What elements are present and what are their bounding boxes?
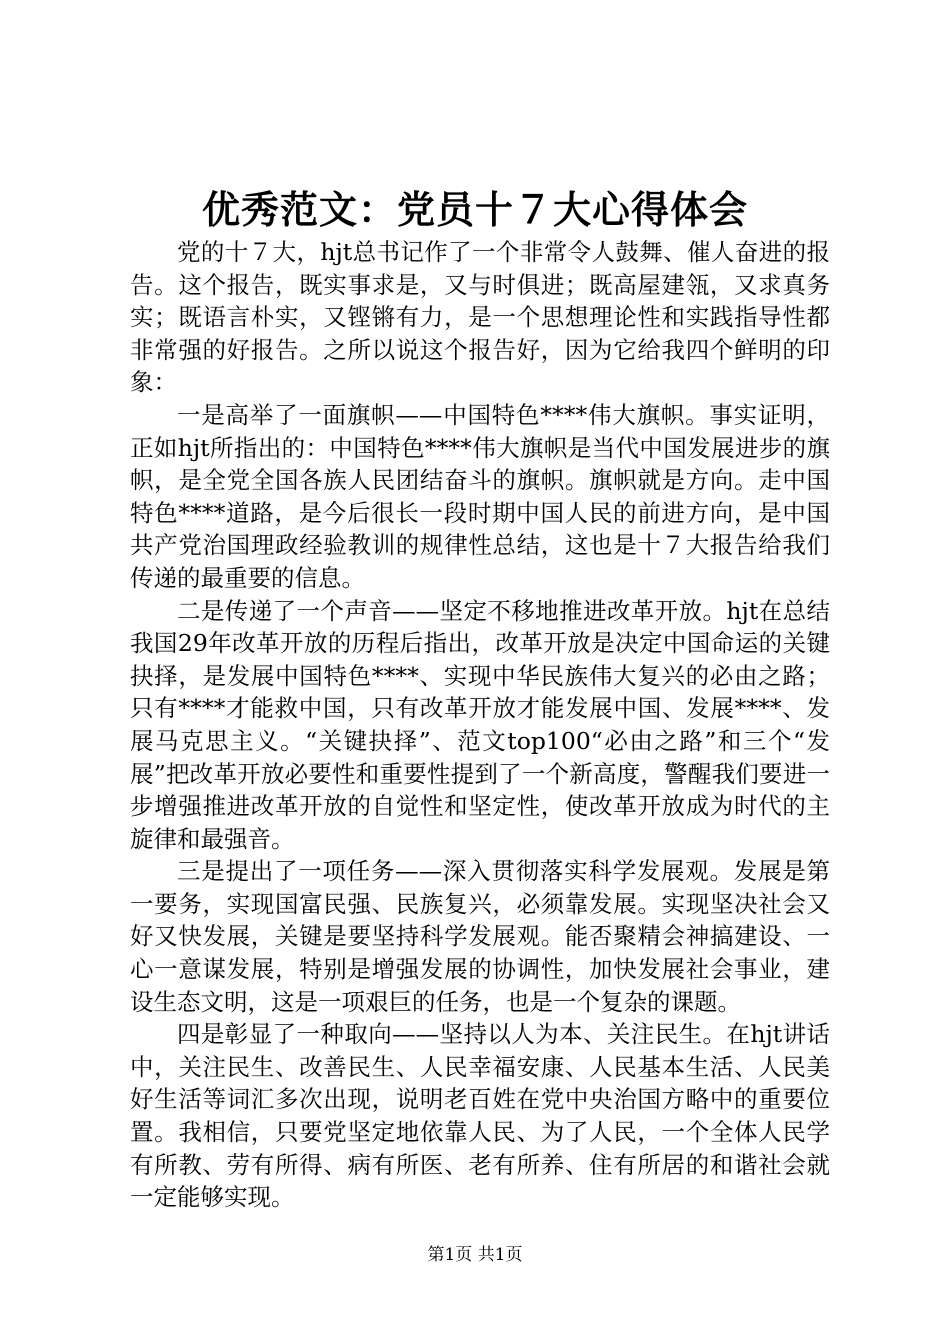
paragraph-point-two: 二是传递了一个声音——坚定不移地推进改革开放。hjt在总结我国29年改革开放的历程后指出，改革开放是决定中国命运的关键抉择，是发展中国特色****、实现中华民族伟大复兴的必由之路；只有****才能救中国，只有改革开放才能发展中国、发展****、发展马克思主义。“关键抉择”、范文top100“必由之路”和三个“发展”把改革开放必要性和重要性提到了一个新高度，警醒我们要进一步增强推进改革开放的自觉性和坚定性，使改革开放成为时代的主旋律和最强音。 bbox=[130, 596, 830, 853]
paragraph-intro: 党的十７大，hjt总书记作了一个非常令人鼓舞、催人奋进的报告。这个报告，既实事求是，又与时俱进；既高屋建瓴，又求真务实；既语言朴实，又铿锵有力，是一个思想理论性和实践指导性都非常强的好报告。之所以说这个报告好，因为它给我四个鲜明的印象： bbox=[130, 238, 830, 397]
document-title: 优秀范文：党员十７大心得体会 bbox=[201, 187, 748, 232]
paragraph-point-one: 一是高举了一面旗帜——中国特色****伟大旗帜。事实证明，正如hjt所指出的：中国特色****伟大旗帜是当代中国发展进步的旗帜，是全党全国各族人民团结奋斗的旗帜。旗帜就是方向。走中国特色****道路，是今后很长一段时期中国人民的前进方向，是中国共产党治国理政经验教训的规律性总结，这也是十７大报告给我们传递的最重要的信息。 bbox=[130, 400, 830, 592]
document-body bbox=[130, 236, 830, 1214]
paragraph-point-four: 四是彰显了一种取向——坚持以人为本、关注民生。在hjt讲话中，关注民生、改善民生、人民幸福安康、人民基本生活、人民美好生活等词汇多次出现，说明老百姓在党中央治国方略中的重要位置。我相信，只要党坚定地依靠人民、为了人民，一个全体人民学有所教、劳有所得、病有所医、老有所养、住有所居的和谐社会就一定能够实现。 bbox=[130, 1020, 830, 1212]
page-number-footer: 第1页 共1页 bbox=[427, 1245, 523, 1265]
paragraph-point-three: 三是提出了一项任务——深入贯彻落实科学发展观。发展是第一要务，实现国富民强、民族复兴，必须靠发展。实现坚决社会又好又快发展，关键是要坚持科学发展观。能否聚精会神搞建设、一心一意谋发展，特别是增强发展的协调性，加快发展社会事业，建设生态文明，这是一项艰巨的任务，也是一个复杂的课题。 bbox=[130, 857, 830, 1016]
